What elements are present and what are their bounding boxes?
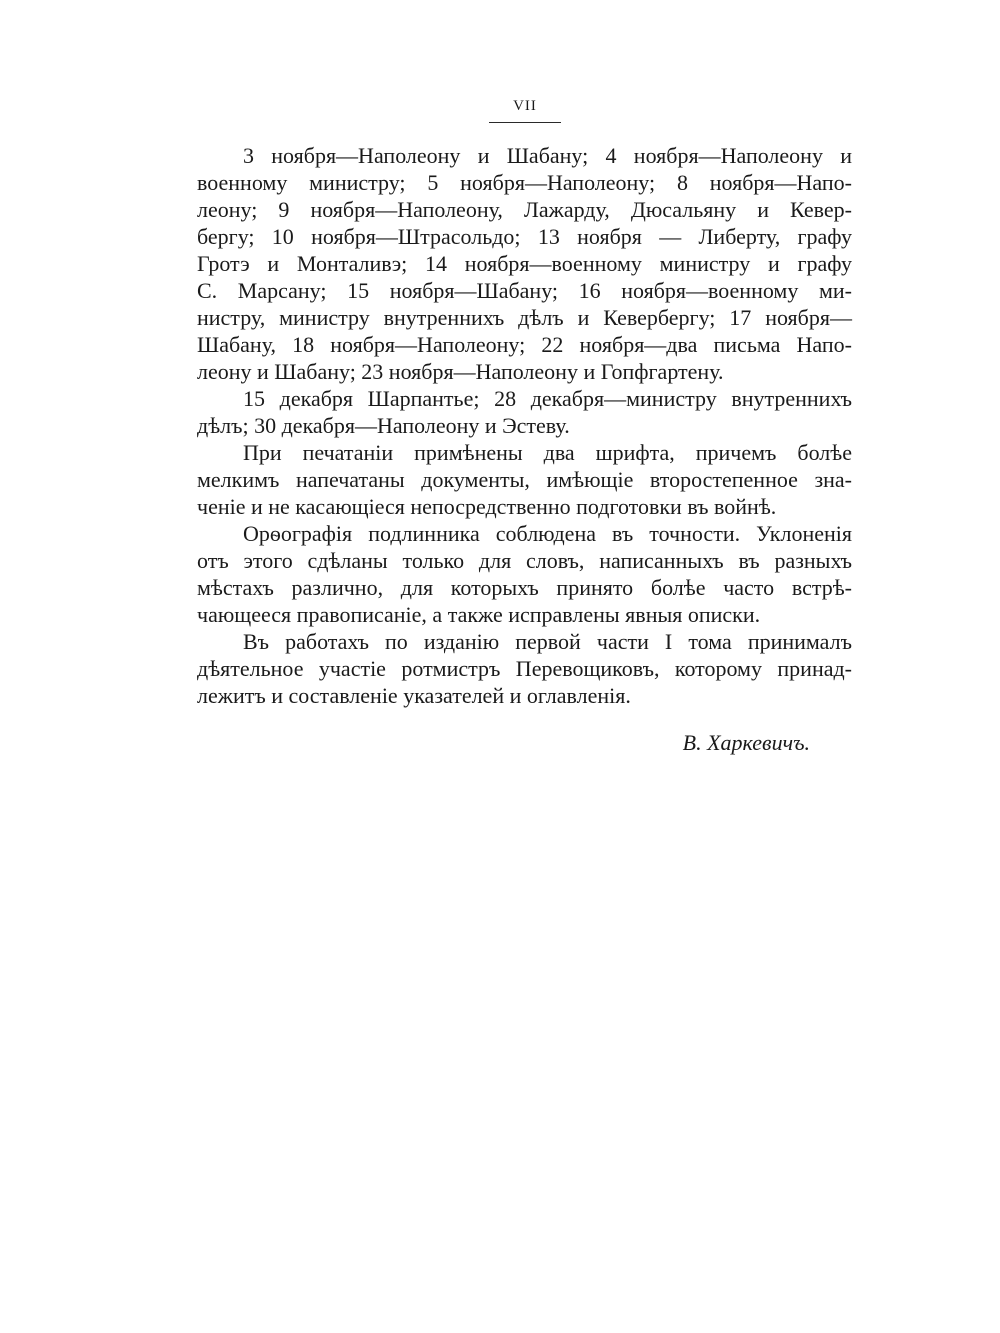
text-line: леону; 9 ноября—Наполеону, Лажарду, Дюсальяну и Кевер- [197, 197, 852, 222]
text-line: леону и Шабану; 23 ноября—Наполеону и Гопфгартену. [197, 359, 724, 384]
text-line: бергу; 10 ноября—Штрасольдо; 13 ноября — Либерту, графу [197, 224, 852, 249]
text-line: С. Марсану; 15 ноября—Шабану; 16 ноября—военному ми- [197, 278, 852, 303]
body-text [197, 142, 852, 709]
text-line: лежитъ и составленіе указателей и оглавленія. [197, 683, 631, 708]
text-line: военному министру; 5 ноября—Наполеону; 8 ноября—Напо- [197, 170, 852, 195]
text-line: 15 декабря Шарпантье; 28 декабря—министру внутреннихъ [243, 386, 852, 411]
text-line: При печатаніи примѣнены два шрифта, причемъ болѣе [243, 440, 852, 465]
text-line: дѣлъ; 30 декабря—Наполеону и Эстеву. [197, 413, 570, 438]
text-line: чающееся правописаніе, а также исправлены явныя описки. [197, 602, 761, 627]
page-number: VII [513, 98, 537, 114]
text-line: Шабану, 18 ноября—Наполеону; 22 ноября—два письма Напо- [197, 332, 852, 357]
signature: В. Харкевичъ. [682, 730, 810, 755]
page-number-rule [489, 122, 561, 123]
text-line: Орѳографія подлинника соблюдена въ точности. Уклоненія [243, 521, 852, 546]
paragraph [197, 520, 852, 628]
text-line: отъ этого сдѣланы только для словъ, написанныхъ въ разныхъ [197, 548, 852, 573]
paragraph [197, 439, 852, 520]
text-line: дѣятельное участіе ротмистръ Перевощиковъ, которому принад- [197, 656, 852, 681]
text-line: ченіе и не касающіеся непосредственно подготовки въ войнѣ. [197, 494, 777, 519]
text-line: 3 ноября—Наполеону и Шабану; 4 ноября—Наполеону и [243, 143, 852, 168]
text-line: мелкимъ напечатаны документы, имѣющіе второстепенное зна- [197, 467, 852, 492]
paragraph [197, 142, 852, 385]
paragraph [197, 628, 852, 709]
text-line: мѣстахъ различно, для которыхъ принято болѣе часто встрѣ- [197, 575, 852, 600]
text-line: нистру, министру внутреннихъ дѣлъ и Кевербергу; 17 ноября— [197, 305, 852, 330]
text-line: Въ работахъ по изданію первой части I тома принималъ [243, 629, 852, 654]
text-line: Гротэ и Монталивэ; 14 ноября—военному министру и графу [197, 251, 852, 276]
paragraph [197, 385, 852, 439]
